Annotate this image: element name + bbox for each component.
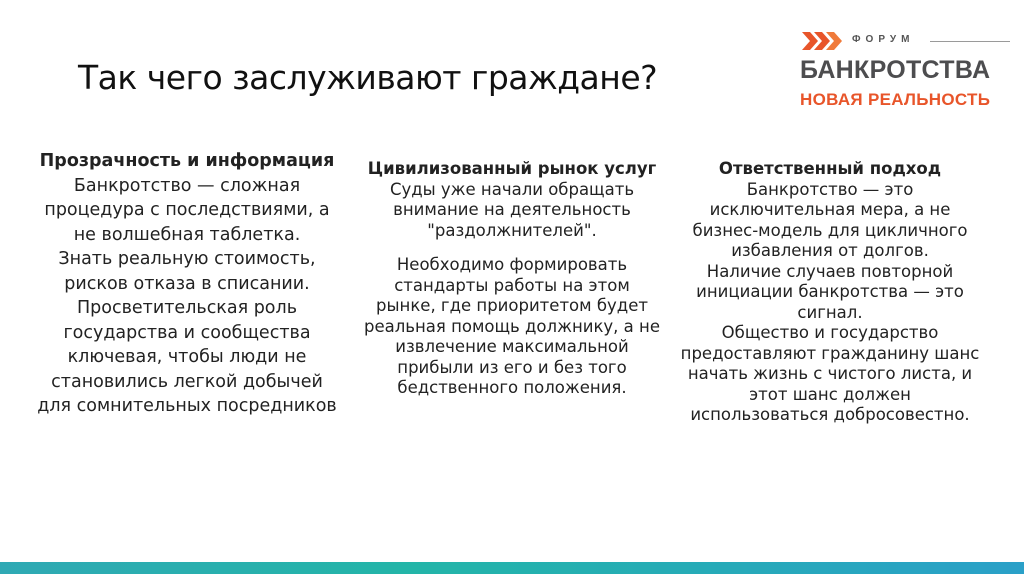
bottom-accent-bar bbox=[0, 562, 1024, 574]
column-heading: Прозрачность и информация bbox=[39, 151, 335, 171]
column-transparency bbox=[32, 149, 342, 419]
column-responsible-approach bbox=[680, 159, 980, 426]
logo-main-text: БАНКРОТСТВА bbox=[800, 56, 991, 84]
column-paragraph: Знать реальную стоимость, рисков отказа в списании. bbox=[58, 249, 316, 294]
slide-title: Так чего заслуживают граждане? bbox=[78, 58, 658, 97]
column-paragraph: Необходимо формировать стандарты работы на этом рынке, где приоритетом будет реальная помощь должнику, а не извлечение максимальной прибыли из его и без того бедственного положения. bbox=[364, 255, 660, 397]
column-heading: Цивилизованный рынок услуг bbox=[367, 159, 657, 178]
logo-sub-text: НОВАЯ РЕАЛЬНОСТЬ bbox=[800, 90, 991, 109]
column-paragraph: Просветительская роль государства и сообщества ключевая, чтобы люди не становились легкой добычей для сомнительных посредников bbox=[37, 298, 337, 416]
forum-logo bbox=[800, 28, 1012, 128]
logo-divider bbox=[930, 41, 1010, 42]
column-paragraph: Банкротство — сложная процедура с последствиями, а не волшебная таблетка. bbox=[44, 175, 330, 245]
column-heading: Ответственный подход bbox=[718, 159, 942, 178]
column-paragraph: Общество и государство предоставляют гражданину шанс начать жизнь с чистого листа, и этот шанс должен использоваться добросовестно. bbox=[680, 323, 980, 424]
chevrons-icon bbox=[802, 32, 842, 50]
column-civilized-market bbox=[362, 159, 662, 399]
column-paragraph: Наличие случаев повторной инициации банкротства — это сигнал. bbox=[696, 261, 964, 322]
column-paragraph: Суды уже начали обращать внимание на деятельность "раздолжнителей". bbox=[389, 179, 635, 240]
column-paragraph: Банкротство — это исключительная мера, а не бизнес-модель для цикличного избавления от долгов. bbox=[692, 179, 968, 260]
logo-forum-label: ФОРУМ bbox=[852, 34, 915, 45]
